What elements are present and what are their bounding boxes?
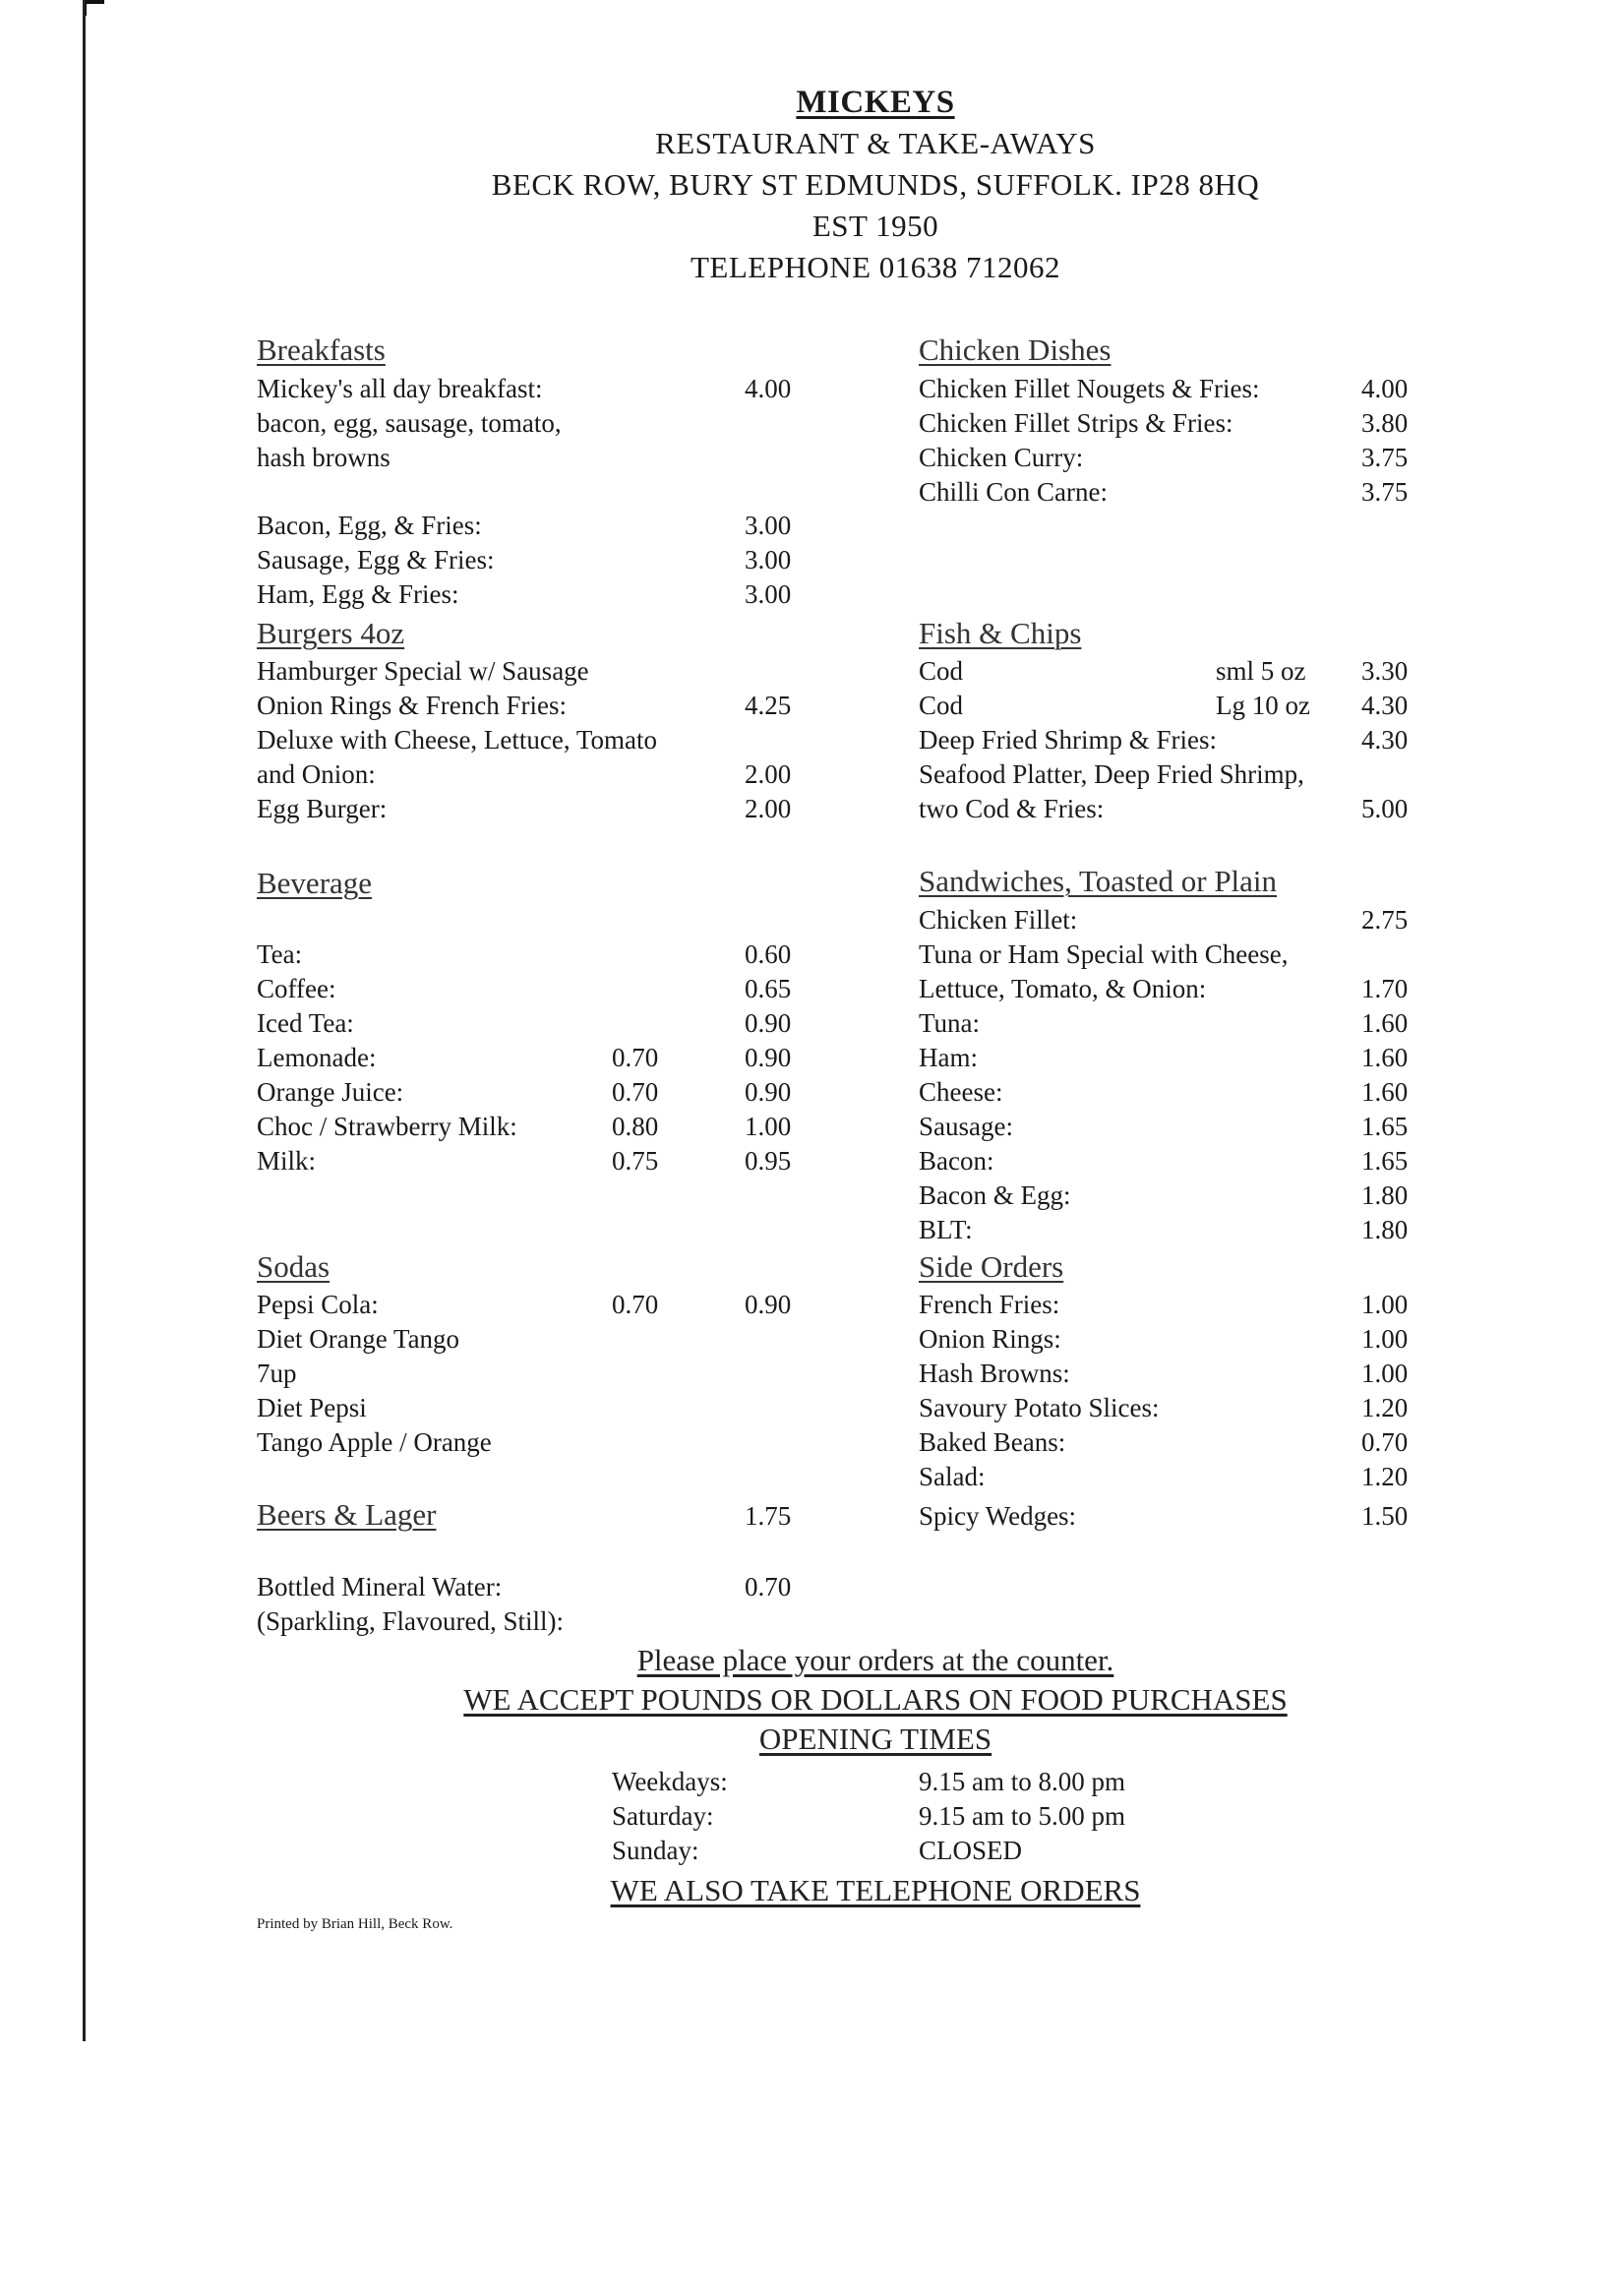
item-price: 1.80 (1361, 1215, 1409, 1244)
menu-item (0, 794, 1623, 827)
menu-item (0, 759, 1623, 793)
menu-item (0, 1572, 1623, 1605)
item-name: Coffee: (257, 974, 336, 1003)
item-name: Chilli Con Carne: (919, 477, 1108, 507)
menu-item (0, 579, 1623, 613)
item-price: 1.60 (1361, 1043, 1409, 1072)
item-price: 1.80 (1361, 1180, 1409, 1210)
item-name: Spicy Wedges: (919, 1501, 1077, 1531)
section-breakfasts: Breakfasts (257, 332, 386, 367)
restaurant-name: MICKEYS (796, 85, 955, 120)
item-name: bacon, egg, sausage, tomato, (257, 408, 562, 438)
menu-item (0, 1501, 1623, 1535)
item-name: Chicken Curry: (919, 443, 1084, 472)
item-price: 3.30 (1361, 656, 1409, 686)
hours-time: 9.15 am to 8.00 pm (919, 1767, 1125, 1796)
beers-price: 1.75 (745, 1501, 792, 1531)
item-small-price: 0.80 (612, 1112, 659, 1141)
item-price: 3.00 (745, 511, 792, 540)
menu-item (0, 545, 1623, 578)
item-price: 1.50 (1361, 1501, 1409, 1531)
item-name: Egg Burger: (257, 794, 388, 823)
item-name: Diet Orange Tango (257, 1324, 460, 1354)
item-price: 0.70 (1361, 1427, 1409, 1457)
item-price: 4.00 (1361, 374, 1409, 403)
item-name: BLT: (919, 1215, 973, 1244)
item-price: 1.20 (1361, 1462, 1409, 1491)
item-price: 0.90 (745, 1290, 792, 1319)
item-price: 1.00 (1361, 1359, 1409, 1388)
item-price: 0.90 (745, 1077, 792, 1107)
item-price: 1.00 (1361, 1290, 1409, 1319)
opening-times-title: OPENING TIMES (758, 1722, 992, 1756)
item-name: hash browns (257, 443, 391, 472)
menu-item (0, 1290, 1623, 1323)
item-name: and Onion: (257, 759, 376, 789)
telephone-orders-note: WE ALSO TAKE TELEPHONE ORDERS (610, 1873, 1141, 1907)
item-price: 4.00 (745, 374, 792, 403)
hours-row (0, 1801, 1623, 1835)
item-name: Salad: (919, 1462, 986, 1491)
item-name: Chicken Fillet Nougets & Fries: (919, 374, 1260, 403)
item-price: 2.75 (1361, 905, 1409, 935)
section-sodas: Sodas (257, 1249, 331, 1284)
menu-item (0, 511, 1623, 544)
item-name: Cod (919, 691, 964, 720)
item-price: 1.00 (1361, 1324, 1409, 1354)
item-price: 1.70 (1361, 974, 1409, 1003)
item-name: Tango Apple / Orange (257, 1427, 492, 1457)
item-small-price: 0.70 (612, 1077, 659, 1107)
item-price: 0.65 (745, 974, 792, 1003)
menu-item (0, 1427, 1623, 1461)
menu-item (0, 1112, 1623, 1145)
item-name: Bacon: (919, 1146, 994, 1176)
item-name: Lettuce, Tomato, & Onion: (919, 974, 1207, 1003)
hours-time: 9.15 am to 5.00 pm (919, 1801, 1125, 1831)
item-price: 3.75 (1361, 443, 1409, 472)
item-price: 1.60 (1361, 1008, 1409, 1038)
item-name: Lemonade: (257, 1043, 377, 1072)
menu-item (0, 1393, 1623, 1426)
item-name: Onion Rings: (919, 1324, 1061, 1354)
telephone-number: TELEPHONE 01638 712062 (690, 250, 1061, 284)
hours-row (0, 1767, 1623, 1800)
item-name: Deluxe with Cheese, Lettuce, Tomato (257, 725, 657, 755)
menu-item (0, 374, 1623, 407)
item-name: French Fries: (919, 1290, 1060, 1319)
hours-row (0, 1836, 1623, 1869)
item-name: two Cod & Fries: (919, 794, 1105, 823)
item-name: Orange Juice: (257, 1077, 404, 1107)
item-price: 3.75 (1361, 477, 1409, 507)
item-name: Chicken Fillet Strips & Fries: (919, 408, 1233, 438)
menu-item (0, 1043, 1623, 1076)
item-name: Savoury Potato Slices: (919, 1393, 1160, 1422)
item-price: 1.60 (1361, 1077, 1409, 1107)
menu-item (0, 905, 1623, 938)
menu-item (0, 408, 1623, 442)
section-side-orders: Side Orders (919, 1249, 1064, 1284)
item-small-price: 0.70 (612, 1290, 659, 1319)
menu-item (0, 691, 1623, 724)
section-beers: Beers & Lager (257, 1497, 437, 1532)
menu-item (0, 974, 1623, 1007)
menu-item (0, 1359, 1623, 1392)
item-price: 4.30 (1361, 725, 1409, 755)
item-price: 4.25 (745, 691, 792, 720)
item-name: Diet Pepsi (257, 1393, 367, 1422)
item-name: Tuna or Ham Special with Cheese, (919, 939, 1289, 969)
menu-item (0, 1606, 1623, 1640)
item-price: 0.70 (745, 1572, 792, 1601)
item-name: Hash Browns: (919, 1359, 1070, 1388)
item-price: 1.65 (1361, 1112, 1409, 1141)
menu-item (0, 477, 1623, 511)
item-name: Sausage, Egg & Fries: (257, 545, 495, 574)
item-name: Bottled Mineral Water: (257, 1572, 503, 1601)
item-name: Milk: (257, 1146, 317, 1176)
restaurant-subtitle: RESTAURANT & TAKE-AWAYS (655, 126, 1096, 160)
order-note: Please place your orders at the counter. (636, 1643, 1114, 1677)
item-name: Choc / Strawberry Milk: (257, 1112, 517, 1141)
item-price: 0.60 (745, 939, 792, 969)
section-beverage: Beverage (257, 866, 373, 900)
item-size: Lg 10 oz (1216, 691, 1310, 720)
item-name: Hamburger Special w/ Sausage (257, 656, 589, 686)
item-price: 0.90 (745, 1043, 792, 1072)
item-size: sml 5 oz (1216, 656, 1306, 686)
item-price: 1.00 (745, 1112, 792, 1141)
item-name: Pepsi Cola: (257, 1290, 379, 1319)
hours-day: Sunday: (612, 1836, 699, 1865)
hours-day: Saturday: (612, 1801, 714, 1831)
item-name: Seafood Platter, Deep Fried Shrimp, (919, 759, 1304, 789)
item-name: Ham: (919, 1043, 978, 1072)
item-price: 0.90 (745, 1008, 792, 1038)
item-price: 0.95 (745, 1146, 792, 1176)
hours-time: CLOSED (919, 1836, 1023, 1865)
menu-item (0, 1180, 1623, 1214)
established-year: EST 1950 (812, 209, 939, 243)
item-name: 7up (257, 1359, 297, 1388)
item-price: 2.00 (745, 759, 792, 789)
item-price: 2.00 (745, 794, 792, 823)
section-chicken-dishes: Chicken Dishes (919, 332, 1112, 367)
item-price: 4.30 (1361, 691, 1409, 720)
item-name: Onion Rings & French Fries: (257, 691, 567, 720)
menu-item (0, 1215, 1623, 1248)
currency-note: WE ACCEPT POUNDS OR DOLLARS ON FOOD PURCHASES (463, 1682, 1288, 1717)
menu-item (0, 1324, 1623, 1358)
item-name: Baked Beans: (919, 1427, 1066, 1457)
section-burgers: Burgers 4oz (257, 616, 405, 650)
item-price: 1.20 (1361, 1393, 1409, 1422)
item-name: Cheese: (919, 1077, 1003, 1107)
item-price: 3.80 (1361, 408, 1409, 438)
section-sandwiches: Sandwiches, Toasted or Plain (919, 864, 1278, 898)
printed-by: Printed by Brian Hill, Beck Row. (257, 1916, 453, 1932)
item-price: 3.00 (745, 545, 792, 574)
item-name: (Sparkling, Flavoured, Still): (257, 1606, 564, 1636)
item-price: 1.65 (1361, 1146, 1409, 1176)
item-small-price: 0.75 (612, 1146, 659, 1176)
restaurant-address: BECK ROW, BURY ST EDMUNDS, SUFFOLK. IP28 8HQ (491, 167, 1260, 202)
menu-item (0, 939, 1623, 973)
item-name: Ham, Egg & Fries: (257, 579, 459, 609)
menu-item (0, 725, 1623, 758)
item-price: 3.00 (745, 579, 792, 609)
item-name: Tuna: (919, 1008, 981, 1038)
item-name: Cod (919, 656, 964, 686)
section-fish-and-chips: Fish & Chips (919, 616, 1082, 650)
menu-item (0, 1462, 1623, 1495)
item-name: Mickey's all day breakfast: (257, 374, 543, 403)
item-name: Bacon & Egg: (919, 1180, 1071, 1210)
item-name: Iced Tea: (257, 1008, 354, 1038)
item-price: 5.00 (1361, 794, 1409, 823)
hours-day: Weekdays: (612, 1767, 728, 1796)
menu-item (0, 1077, 1623, 1111)
menu-item (0, 1008, 1623, 1042)
item-name: Sausage: (919, 1112, 1013, 1141)
menu-header (0, 0, 1623, 295)
item-name: Deep Fried Shrimp & Fries: (919, 725, 1217, 755)
item-name: Chicken Fillet: (919, 905, 1078, 935)
menu-item (0, 443, 1623, 476)
item-small-price: 0.70 (612, 1043, 659, 1072)
menu-item (0, 1146, 1623, 1179)
menu-item (0, 656, 1623, 690)
item-name: Tea: (257, 939, 303, 969)
item-name: Bacon, Egg, & Fries: (257, 511, 482, 540)
